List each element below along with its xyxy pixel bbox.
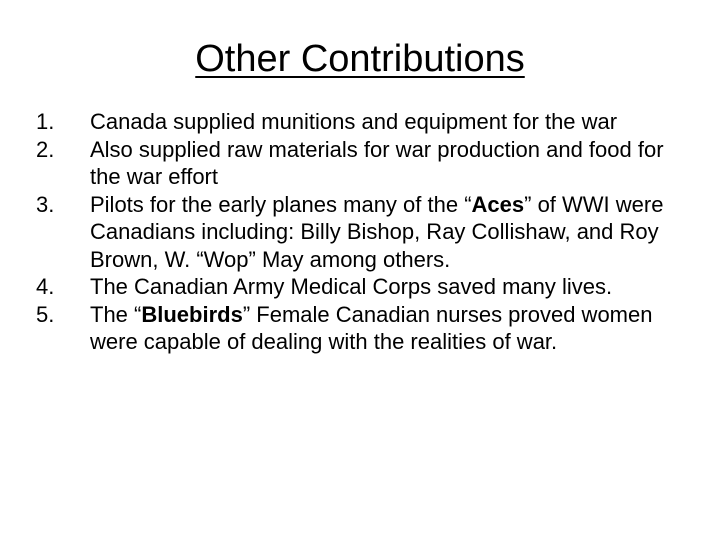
list-item-number: 4. xyxy=(36,274,55,299)
list-item-text xyxy=(90,136,676,191)
contributions-list xyxy=(36,108,676,356)
list-item-text-part: ” Female Canadian nurses proved women were capable of dealing with the realities of war. xyxy=(90,301,653,354)
list-item-number: 2. xyxy=(36,136,55,162)
list-item xyxy=(36,273,676,301)
list-item-text-part: The Canadian Army Medical Corps saved many lives. xyxy=(90,274,613,299)
list-item-text-part: Pilots for the early planes many of the “ xyxy=(90,191,472,217)
list-item xyxy=(36,301,676,356)
list-item-number: 3. xyxy=(36,191,55,217)
list-item xyxy=(36,191,676,274)
list-item-text-part: ” of WWI were Canadians including: Billy Bishop, Ray Collishaw, and Roy Brown, W. “Wop” May among others. xyxy=(90,191,664,272)
list-item-text xyxy=(90,301,676,356)
aces-term: Aces xyxy=(471,191,525,217)
list-item xyxy=(36,136,676,191)
bluebirds-term: Bluebirds xyxy=(141,301,243,327)
list-item-text-part: Also supplied raw materials for war production and food for the war effort xyxy=(90,136,664,189)
list-item-text xyxy=(90,108,676,136)
list-item-text-part: The “ xyxy=(90,301,142,327)
list-item-number: 1. xyxy=(36,109,55,134)
list-item xyxy=(36,108,676,136)
list-item-number: 5. xyxy=(36,301,55,327)
list-item-text-part: Canada supplied munitions and equipment for the war xyxy=(90,109,618,134)
list-item-text xyxy=(90,191,676,274)
list-item-text xyxy=(90,273,676,301)
slide-title: Other Contributions xyxy=(195,38,525,80)
